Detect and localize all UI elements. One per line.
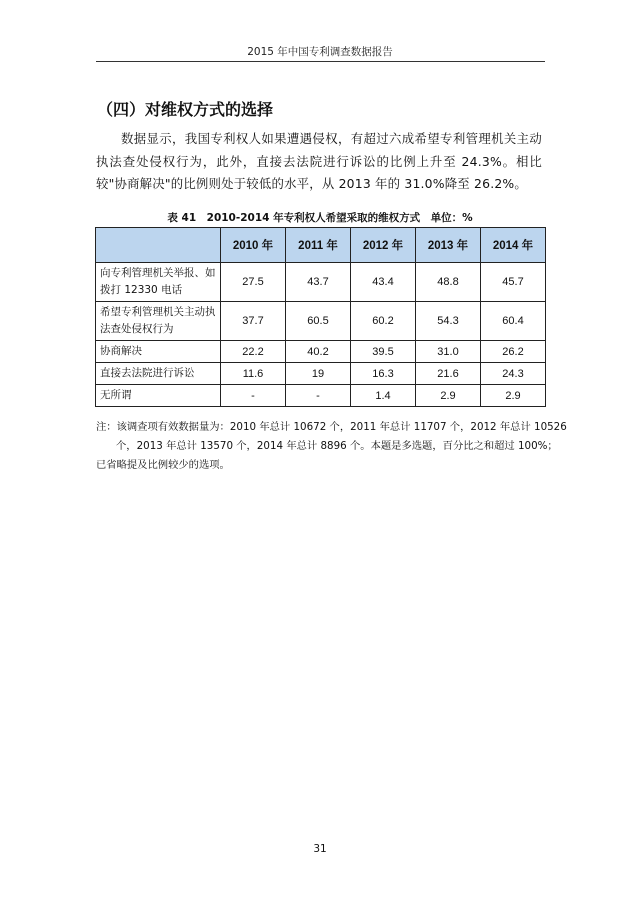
table-cell: 54.3 <box>416 302 481 341</box>
section-heading: （四）对维权方式的选择 <box>97 100 274 119</box>
row-label: 直接去法院进行诉讼 <box>96 363 221 385</box>
row-label: 向专利管理机关举报、如拨打 12330 电话 <box>96 263 221 302</box>
header-rule <box>96 61 545 62</box>
table-row <box>96 385 546 407</box>
table-cell: 2.9 <box>481 385 546 407</box>
table-corner-cell <box>96 228 221 263</box>
table-caption: 表 41 2010-2014 年专利权人希望采取的维权方式 单位：% <box>167 212 473 224</box>
table-cell: 19 <box>286 363 351 385</box>
page-number: 31 <box>313 843 327 855</box>
note-line: 注：该调查项有效数据量为：2010 年总计 10672 个，2011 年总计 11707 个，2012 年总计 10526 <box>96 421 567 433</box>
table-cell: 21.6 <box>416 363 481 385</box>
table-row <box>96 341 546 363</box>
table-cell: 31.0 <box>416 341 481 363</box>
table-cell: 45.7 <box>481 263 546 302</box>
column-header: 2014 年 <box>481 228 546 263</box>
table-cell: 43.4 <box>351 263 416 302</box>
note-line: 个，2013 年总计 13570 个，2014 年总计 8896 个。本题是多选题，百分比之和超过 100%； <box>116 440 558 452</box>
row-label: 协商解决 <box>96 341 221 363</box>
column-header: 2011 年 <box>286 228 351 263</box>
table-row <box>96 363 546 385</box>
table-row <box>96 263 546 302</box>
table-note <box>96 418 567 475</box>
table-cell: 16.3 <box>351 363 416 385</box>
table-row <box>96 302 546 341</box>
column-header: 2010 年 <box>221 228 286 263</box>
table-cell: 26.2 <box>481 341 546 363</box>
table-cell: 43.7 <box>286 263 351 302</box>
table-cell: 37.7 <box>221 302 286 341</box>
table-cell: 60.2 <box>351 302 416 341</box>
data-table <box>95 227 546 407</box>
running-header: 2015 年中国专利调查数据报告 <box>247 46 393 58</box>
row-label: 无所谓 <box>96 385 221 407</box>
table-cell: 22.2 <box>221 341 286 363</box>
table-cell: - <box>221 385 286 407</box>
body-paragraph: 数据显示，我国专利权人如果遭遇侵权，有超过六成希望专利管理机关主动执法查处侵权行为，此外，直接去法院进行诉讼的比例上升至 24.3%。相比较"协商解决"的比例则处于较低的水平，从 2013 年的 31.0%降至 26.2%。 <box>96 131 542 191</box>
table-cell: - <box>286 385 351 407</box>
note-line: 已省略提及比例较少的选项。 <box>96 459 230 471</box>
table-header-row <box>96 228 546 263</box>
table-cell: 2.9 <box>416 385 481 407</box>
table-cell: 39.5 <box>351 341 416 363</box>
column-header: 2012 年 <box>351 228 416 263</box>
table-cell: 60.4 <box>481 302 546 341</box>
table-cell: 24.3 <box>481 363 546 385</box>
table-cell: 48.8 <box>416 263 481 302</box>
table-cell: 1.4 <box>351 385 416 407</box>
table-cell: 60.5 <box>286 302 351 341</box>
row-label: 希望专利管理机关主动执法查处侵权行为 <box>96 302 221 341</box>
table-cell: 40.2 <box>286 341 351 363</box>
table-cell: 27.5 <box>221 263 286 302</box>
column-header: 2013 年 <box>416 228 481 263</box>
table-cell: 11.6 <box>221 363 286 385</box>
